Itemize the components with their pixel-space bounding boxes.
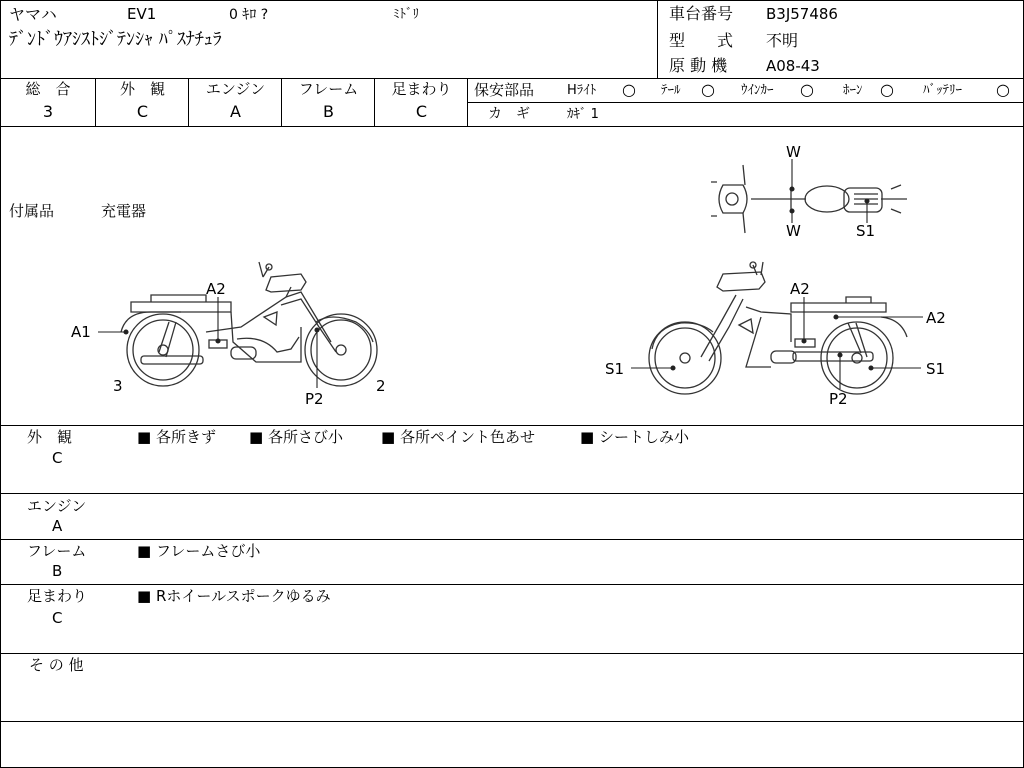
detail-engine-grade: A <box>52 517 63 535</box>
leader-dot <box>834 315 838 319</box>
damage-label-a1: A1 <box>71 323 91 341</box>
scooter-damage-diagram <box>1 127 1023 425</box>
detail-exterior-label: 外 観 <box>27 428 73 446</box>
leader-dot <box>315 328 319 332</box>
safety-battery-status: ○ <box>996 80 1010 99</box>
detail-suspension-grade: C <box>52 609 63 627</box>
type-label: 型 式 <box>669 31 734 50</box>
damage-label-s1-right: S1 <box>926 360 946 378</box>
model-name: ﾃﾞﾝﾄﾞｳｱｼｽﾄｼﾞﾃﾝｼｬ ﾊﾟｽﾅﾁｭﾗ <box>9 29 222 50</box>
type-value: 不明 <box>766 31 799 50</box>
frame-no: B3J57486 <box>766 5 838 23</box>
scooter-top-view <box>711 165 907 233</box>
safety-label: 保安部品 <box>474 81 535 99</box>
detail-other-label: そ の 他 <box>29 656 84 674</box>
rule <box>1 653 1023 654</box>
grade-frame-value: B <box>323 102 334 121</box>
rule <box>1 425 1023 426</box>
damage-label-w-top: W <box>786 143 801 161</box>
grade-overall-label: 総 合 <box>25 80 71 98</box>
damage-label-s1-top: S1 <box>856 222 876 240</box>
damage-label-a2-right-side: A2 <box>926 309 946 327</box>
view-number-rear: 3 <box>113 377 123 395</box>
detail-frame-grade: B <box>52 562 63 580</box>
leader-dot <box>869 366 873 370</box>
grade-engine-value: A <box>230 102 241 121</box>
damage-label-p2-left: P2 <box>305 390 324 408</box>
grade-exterior-label: 外 観 <box>119 80 165 98</box>
detail-exterior-grade: C <box>52 449 63 467</box>
safety-taillight: ﾃｰﾙ <box>661 83 681 98</box>
grade-suspension-value: C <box>415 102 428 121</box>
safety-horn: ﾎｰﾝ <box>843 83 863 98</box>
rule <box>1 584 1023 585</box>
detail-suspension-note: ■ Rホイールスポークゆるみ <box>137 587 331 605</box>
damage-label-w-bottom: W <box>786 222 801 240</box>
frame-no-label: 車台番号 <box>669 4 734 23</box>
safety-winker: ｳｲﾝｶｰ <box>741 83 774 98</box>
leader-dot <box>790 209 794 213</box>
scooter-right-view <box>649 262 907 394</box>
detail-exterior-note: ■ 各所きず <box>137 428 216 446</box>
rule <box>1 539 1023 540</box>
grade-engine-label: エンジン <box>205 80 266 98</box>
mileage: 0 ｷﾛ ? <box>229 7 269 23</box>
leader-dot <box>802 339 806 343</box>
key-value: ｶｷﾞ 1 <box>567 107 599 122</box>
detail-frame-note: ■ フレームさび小 <box>137 542 261 560</box>
detail-exterior-note: ■ 各所さび小 <box>249 428 343 446</box>
rule <box>1 493 1023 494</box>
accessories-value: 充電器 <box>101 202 147 220</box>
safety-winker-status: ○ <box>800 80 814 99</box>
header-divider <box>657 1 658 78</box>
safety-battery: ﾊﾞｯﾃﾘｰ <box>923 83 962 98</box>
rule <box>1 78 1023 79</box>
detail-exterior-note: ■ 各所ペイント色あせ <box>381 428 535 446</box>
safety-taillight-status: ○ <box>701 80 715 99</box>
safety-horn-status: ○ <box>880 80 894 99</box>
rule <box>1 721 1023 722</box>
body-color: ﾐﾄﾞﾘ <box>393 7 419 22</box>
safety-headlight-status: ○ <box>622 80 636 99</box>
leader-dot <box>838 353 842 357</box>
view-number-front: 2 <box>376 377 386 395</box>
model-code: EV1 <box>127 5 157 23</box>
detail-engine-label: エンジン <box>27 497 87 515</box>
leader-dot <box>790 187 794 191</box>
grade-exterior-value: C <box>136 102 149 121</box>
damage-label-a2-right-top: A2 <box>790 280 810 298</box>
detail-exterior-note: ■ シートしみ小 <box>580 428 689 446</box>
leader-dot <box>671 366 675 370</box>
key-label: カ ギ <box>488 106 530 122</box>
grade-overall-value: 3 <box>42 102 54 121</box>
grade-frame-label: フレーム <box>298 80 359 98</box>
leader-dot <box>865 199 869 203</box>
grade-suspension-label: 足まわり <box>391 80 452 98</box>
engine-model: A08-43 <box>766 57 820 75</box>
maker-name: ヤマハ <box>9 5 57 24</box>
detail-frame-label: フレーム <box>27 542 87 560</box>
safety-headlight: Hﾗｲﾄ <box>567 83 597 98</box>
scooter-left-view <box>121 262 377 386</box>
damage-label-s1-left: S1 <box>605 360 625 378</box>
leader-dot <box>124 330 128 334</box>
detail-suspension-label: 足まわり <box>27 587 88 605</box>
leader-dot <box>216 339 220 343</box>
engine-label: 原 動 機 <box>669 56 728 75</box>
safety-divider <box>467 102 1023 103</box>
accessories-label: 付属品 <box>9 202 55 220</box>
damage-label-p2-right: P2 <box>829 390 848 408</box>
damage-label-a2-left: A2 <box>206 280 226 298</box>
